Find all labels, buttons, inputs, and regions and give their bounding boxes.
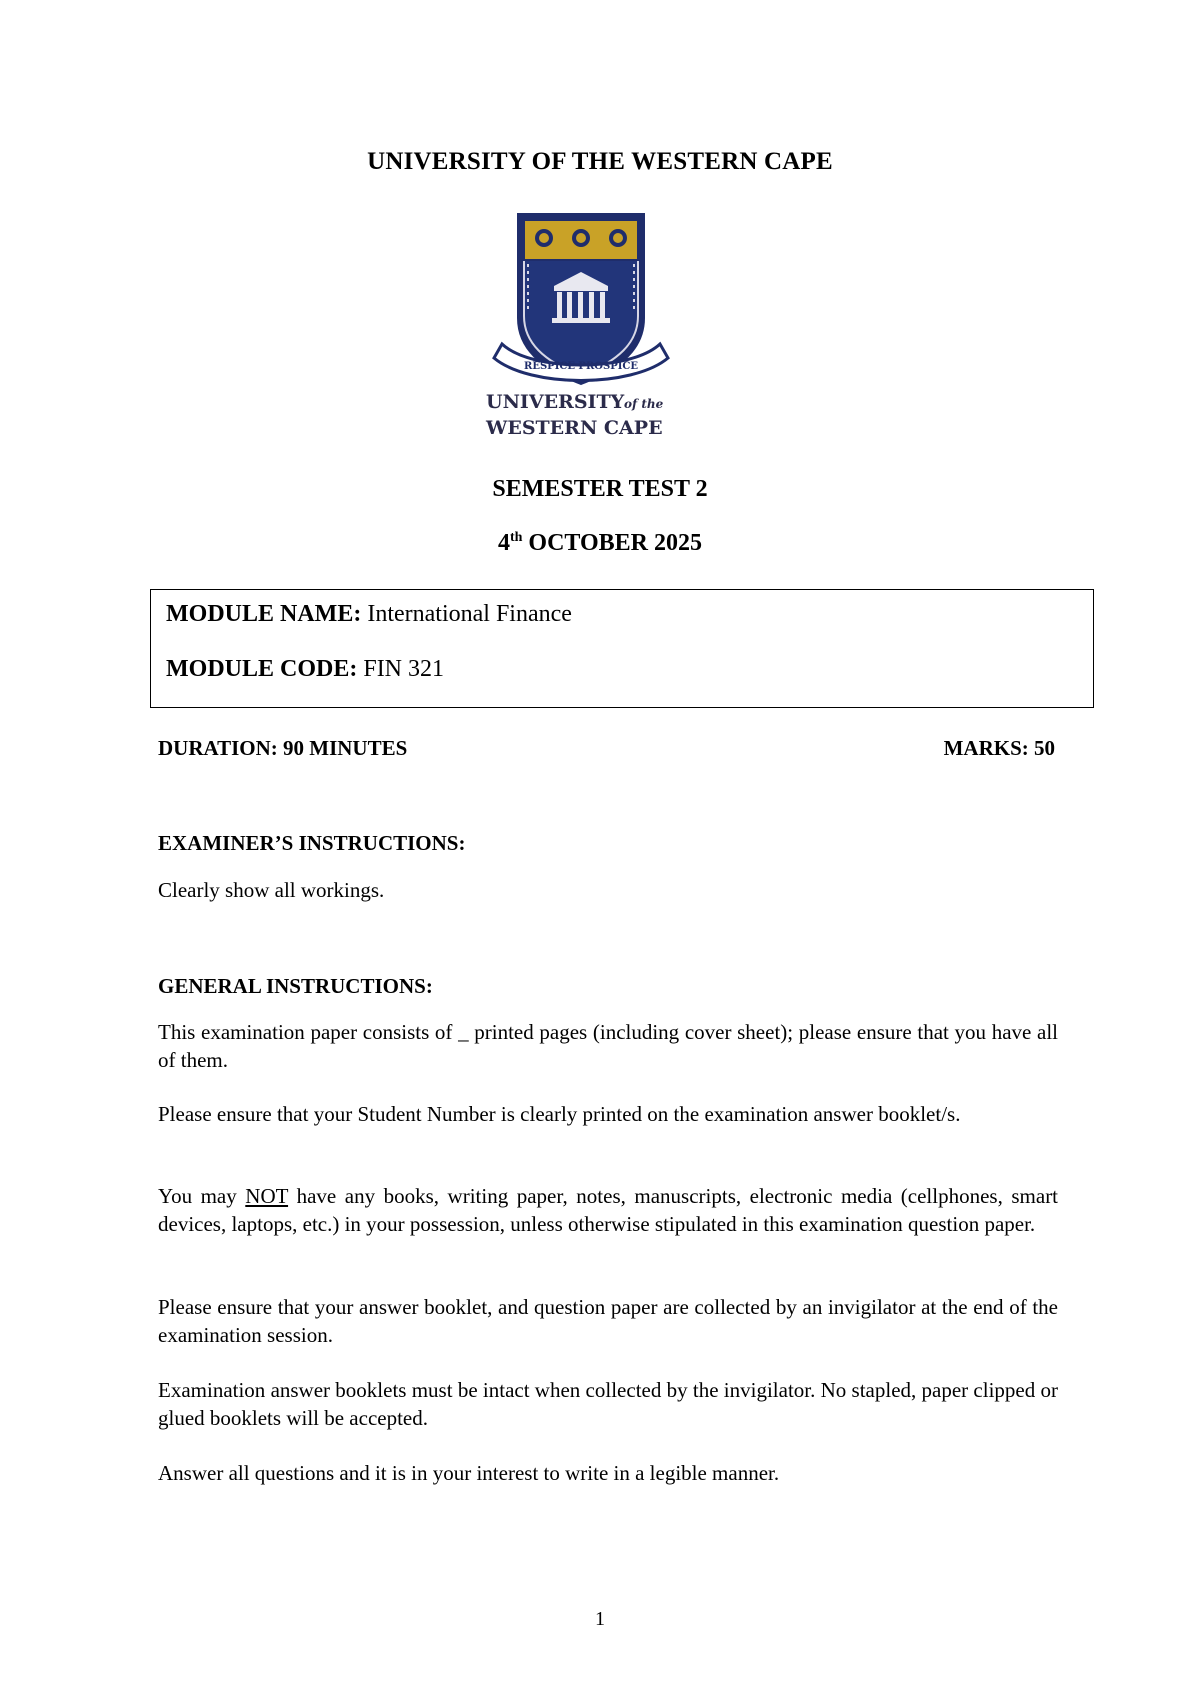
svg-text:of the: of the <box>624 397 664 411</box>
module-name-value: International Finance <box>367 601 572 627</box>
test-date <box>0 530 1200 557</box>
module-name-label: MODULE NAME: <box>166 601 362 627</box>
module-name-line <box>166 601 572 628</box>
university-title: UNIVERSITY OF THE WESTERN CAPE <box>367 148 833 175</box>
svg-text:WESTERN CAPE: WESTERN CAPE <box>486 417 663 439</box>
marks-text: MARKS: 50 <box>943 736 1055 760</box>
date-rest: OCTOBER 2025 <box>528 530 703 556</box>
module-code-value: FIN 321 <box>363 656 445 682</box>
date-suffix: th <box>509 530 523 545</box>
general-instruction-6: Answer all questions and it is in your interest to write in a legible manner. <box>158 1461 780 1485</box>
general-instruction-5: Examination answer booklets must be intact when collected by the invigilator. No stapled, paper clipped or glued booklets will be accepted. <box>158 1378 1058 1430</box>
instruction-3-not: NOT <box>245 1184 289 1208</box>
general-instructions-heading: GENERAL INSTRUCTIONS: <box>158 974 433 998</box>
general-instruction-4: Please ensure that your answer booklet, and question paper are collected by an invigilator at the end of the examination session. <box>158 1295 1058 1347</box>
module-code-label: MODULE CODE: <box>166 656 358 682</box>
module-code-line <box>166 656 444 683</box>
svg-text:RESPICE PROSPICE: RESPICE PROSPICE <box>524 361 638 372</box>
page-number: 1 <box>595 1608 605 1630</box>
svg-text:UNIVERSITY: UNIVERSITY <box>486 391 625 413</box>
instruction-3-before: You may <box>158 1184 237 1208</box>
examiner-instructions-text: Clearly show all workings. <box>158 878 385 902</box>
general-instruction-3 <box>158 1182 1058 1238</box>
instruction-3-after: have any books, writing paper, notes, manuscripts, electronic media (cellphones, smart devices, laptops, etc.) in your possession, unless otherwise stipulated in this examination question paper. <box>158 1184 1059 1236</box>
uwc-crest-logo <box>482 208 682 440</box>
duration-text: DURATION: 90 MINUTES <box>158 736 408 760</box>
test-title: SEMESTER TEST 2 <box>492 476 708 502</box>
module-info-box <box>150 589 1094 708</box>
general-instruction-1: This examination paper consists of _ printed pages (including cover sheet); please ensure that you have all of them. <box>158 1020 1058 1072</box>
general-instruction-2: Please ensure that your Student Number is clearly printed on the examination answer booklet/s. <box>158 1102 961 1126</box>
examiner-instructions-heading: EXAMINER’S INSTRUCTIONS: <box>158 831 466 855</box>
date-day: 4 <box>497 530 510 556</box>
